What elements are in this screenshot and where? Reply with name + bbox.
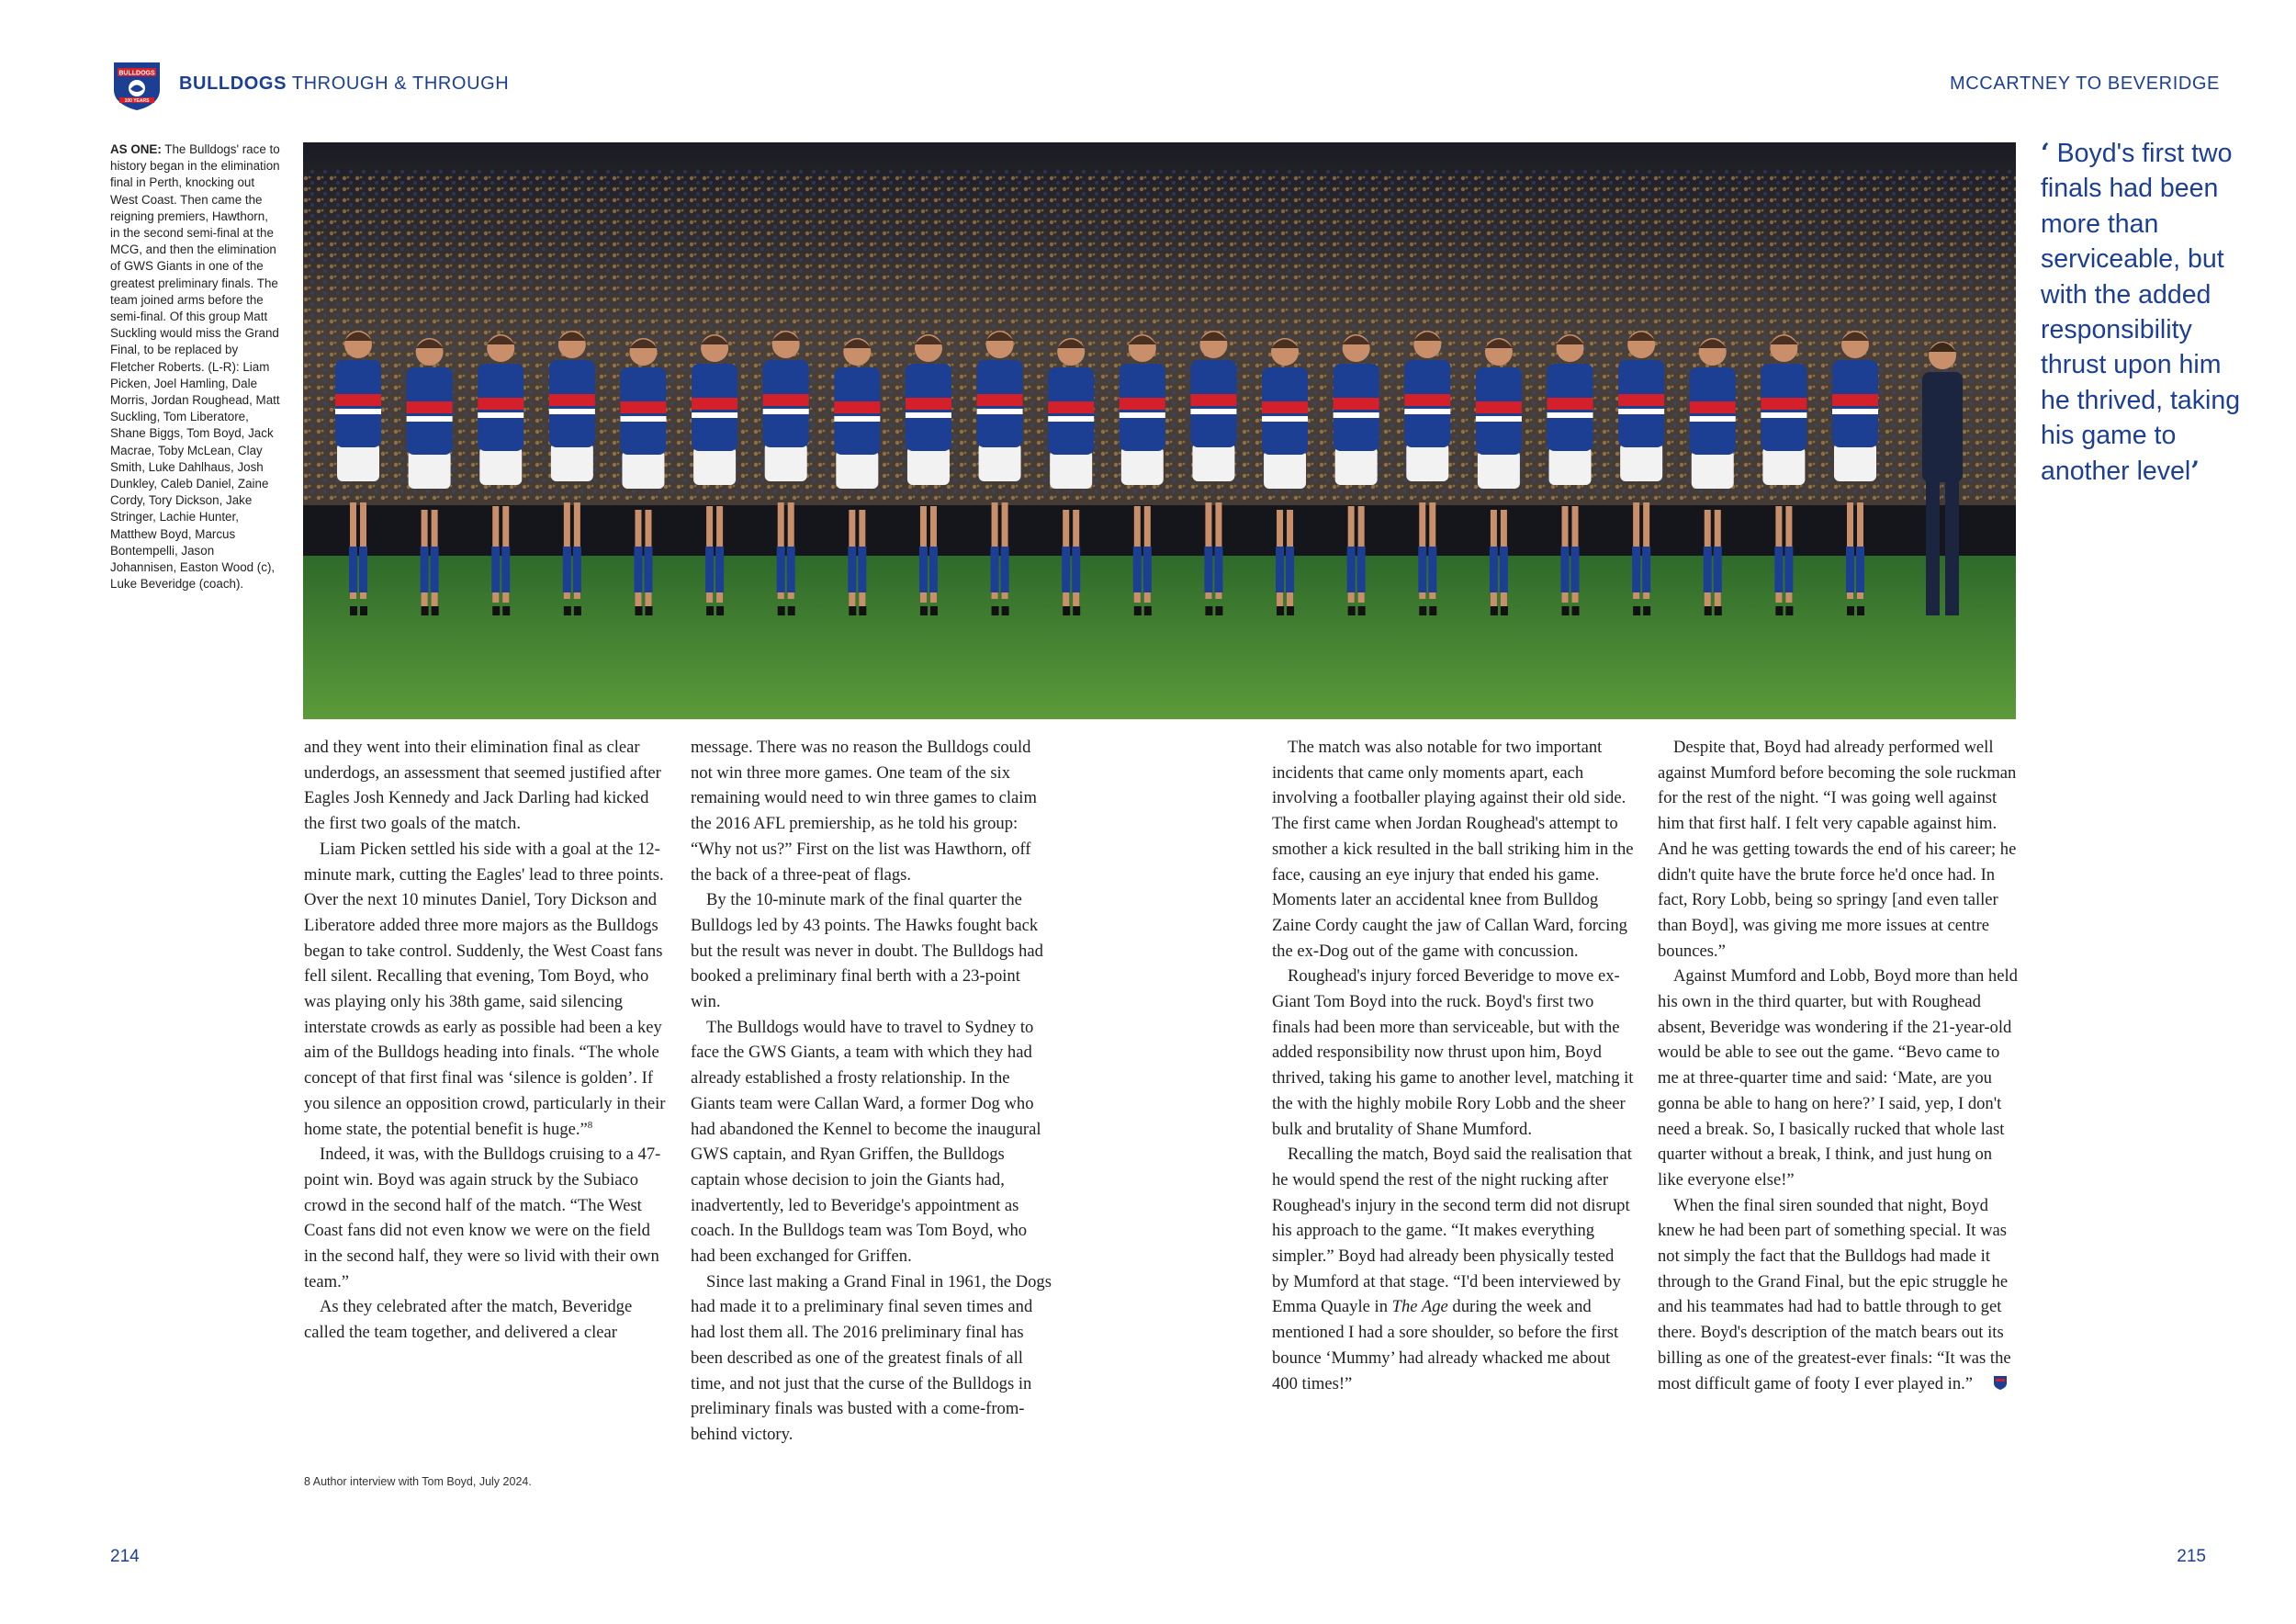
pull-quote (2041, 136, 2252, 489)
paragraph-text: during the week and mentioned I had a sore shoulder, so before the first bounce ‘Mummy’ had already whacked me about 400 times!” (1272, 1297, 1619, 1393)
body-column-2 (691, 735, 1053, 1448)
paragraph: Despite that, Boyd had already performed well against Mumford before becoming the sole ruckman for the rest of the night. “I was going well against him that first half. I felt very capable against him. And he was getting towards the end of his career; he didn't quite have the brute force he'd once had. In fact, Rory Lobb, being so springy [and even taller than Boyd], was giving me more issues at centre bounces.” (1658, 738, 2017, 961)
paragraph: The Bulldogs would have to travel to Sydney to face the GWS Giants, a team with which they had already established a frosty relationship. In the Giants team were Callan Ward, a former Dog who had abandoned the Kennel to become the inaugural GWS captain, and Ryan Griffen, the Bulldogs captain whose decision to join the Giants had, inadvertently, led to Beveridge's appointment as coach. In the Bulldogs team was Tom Boyd, who had been exchanged for Griffen. (691, 1017, 1041, 1267)
paragraph (1658, 1193, 2020, 1397)
page-number-right: 215 (2177, 1547, 2206, 1566)
player-lineup (335, 331, 1963, 615)
paragraph: Roughead's injury forced Beveridge to move ex-Giant Tom Boyd into the ruck. Boyd's first two finals had been more than serviceable, but with the added responsibility now thrust upon him, Boyd thrived, taking his game to another level, matching it the with the highly mobile Rory Lobb and the sheer bulk and brutality of Shane Mumford. (1272, 966, 1634, 1139)
caption-lead: AS ONE: (110, 142, 162, 156)
paragraph: Indeed, it was, with the Bulldogs cruising to a 47-point win. Boyd was again struck by the Subiaco crowd in the second half of the match. “The West Coast fans did not even know we were on the field in the second half, they were so livid with their own team.” (304, 1145, 661, 1291)
quote-open-mark: ‘ (2041, 138, 2050, 168)
page-number-left: 214 (110, 1547, 140, 1566)
book-title (179, 73, 509, 95)
paragraph-text: Recalling the match, Boyd said the realisation that he would spend the rest of the night rucking after Roughead's injury in the second term did not disrupt his approach to the game. “It makes everything simpler.” Boyd had already been physically tested by Mumford at that stage. “I'd been interviewed by Emma Quayle in (1272, 1145, 1632, 1317)
chapter-title: MCCARTNEY TO BEVERIDGE (1949, 73, 2220, 94)
footnote: 8 Author interview with Tom Boyd, July 2024. (304, 1475, 532, 1488)
team-photo-image (303, 142, 2016, 719)
caption-text: The Bulldogs' race to history began in the elimination final in Perth, knocking out West Coast. Then came the reigning premiers, Hawthorn, in the second semi-final at the MCG, and then the elimination of GWS Giants in one of the greatest preliminary finals. The team joined arms before the semi-final. Of this group Matt Suckling would miss the Grand Final, to be replaced by Fletcher Roberts. (L-R): Liam Picken, Joel Hamling, Dale Morris, Jordan Roughead, Matt Suckling, Tom Liberatore, Shane Biggs, Tom Boyd, Jack Macrae, Toby McLean, Clay Smith, Luke Dahlhaus, Josh Dunkley, Caleb Daniel, Zaine Cordy, Tory Dickson, Jake Stringer, Lachie Hunter, Matthew Boyd, Marcus Bontempelli, Jason Johannisen, Easton Wood (c), Luke Beveridge (coach). (110, 142, 280, 592)
paragraph-text: When the final siren sounded that night, Boyd knew he had been part of something special. It was not simply the fact that the Bulldogs had made it through to the Grand Final, but the epic struggle he and his teammates had had to battle through to get there. Boyd's description of the match bears out its billing as one of the greatest-ever finals: “It was the most difficult game of footy I ever played in.” (1658, 1195, 2011, 1393)
quote-close-mark: ’ (2190, 455, 2200, 486)
footnote-ref: 8 (587, 1119, 593, 1131)
pull-quote-text: Boyd's first two finals had been more than serviceable, but with the added responsibility thrust upon him he thrived, taking his game to another level (2041, 139, 2241, 486)
paragraph (1272, 1142, 1635, 1396)
paragraph-text: Liam Picken settled his side with a goal at the 12-minute mark, cutting the Eagles' lead to three points. Over the next 10 minutes Daniel, Tory Dickson and Liberatore added three more majors as the Bulldogs began to take control. Suddenly, the West Coast fans fell silent. Recalling that evening, Tom Boyd, who was playing only his 38th game, said silencing interstate crowds as early as possible had been a key aim of the Bulldogs heading into finals. “The whole concept of that first final was ‘silence is golden’. If you silence an opposition crowd, particularly in their home state, the potential benefit is huge.” (304, 839, 666, 1139)
paragraph: and they went into their elimination final as clear underdogs, an assessment that seemed justified after Eagles Josh Kennedy and Jack Darling had kicked the first two goals of the match. (304, 738, 661, 834)
team-photo (303, 142, 2016, 719)
paragraph (304, 837, 667, 1142)
end-mark-icon (1976, 1373, 1993, 1390)
body-column-3 (1272, 735, 1635, 1396)
logo-top-text: BULLDOGS (118, 70, 155, 77)
book-title-bold: BULLDOGS (179, 73, 287, 94)
book-title-rest: THROUGH & THROUGH (287, 73, 510, 94)
logo-bottom-text: 100 YEARS (124, 98, 150, 104)
paragraph: Against Mumford and Lobb, Boyd more than held his own in the third quarter, but with Roughead absent, Beveridge was wondering if the 21-year-old would be able to see out the game. “Bevo came to me at three-quarter time and said: ‘Mate, are you gonna be able to hang on here?’ I said, yep, I don't need a break. So, I basically rucked that whole last quarter without a break, I think, and just hung on like everyone else!” (1658, 966, 2018, 1190)
paragraph: The match was also notable for two important incidents that came only moments apart, each involving a footballer playing against their old side. The first came when Jordan Roughead's attempt to smother a kick resulted in the ball striking him in the face, causing an eye injury that ended his game. Moments later an accidental knee from Bulldog Zaine Cordy caught the jaw of Callan Ward, forcing the ex-Dog out of the game with concussion. (1272, 738, 1634, 961)
bulldogs-logo (110, 59, 163, 112)
paragraph: By the 10-minute mark of the final quarter the Bulldogs led by 43 points. The Hawks fought back but the result was never in doubt. The Bulldogs had booked a preliminary final berth with a 23-point win. (691, 890, 1043, 1012)
paragraph: As they celebrated after the match, Beveridge called the team together, and delivered a clear (304, 1297, 633, 1343)
photo-caption (110, 141, 280, 592)
paragraph: Since last making a Grand Final in 1961, the Dogs had made it to a preliminary final seven times and had lost them all. The 2016 preliminary final has been described as one of the greatest finals of all time, and not just that the curse of the Bulldogs in preliminary finals was busted with a come-from-behind victory. (691, 1271, 1052, 1444)
paragraph: message. There was no reason the Bulldogs could not win three more games. One team of the six remaining would need to win three games to claim the 2016 AFL premiership, as he told his group: “Why not us?” First on the list was Hawthorn, off the back of a three-peat of flags. (691, 738, 1037, 885)
body-column-1 (304, 735, 667, 1346)
body-column-4 (1658, 735, 2020, 1396)
publication-title: The Age (1391, 1297, 1448, 1317)
